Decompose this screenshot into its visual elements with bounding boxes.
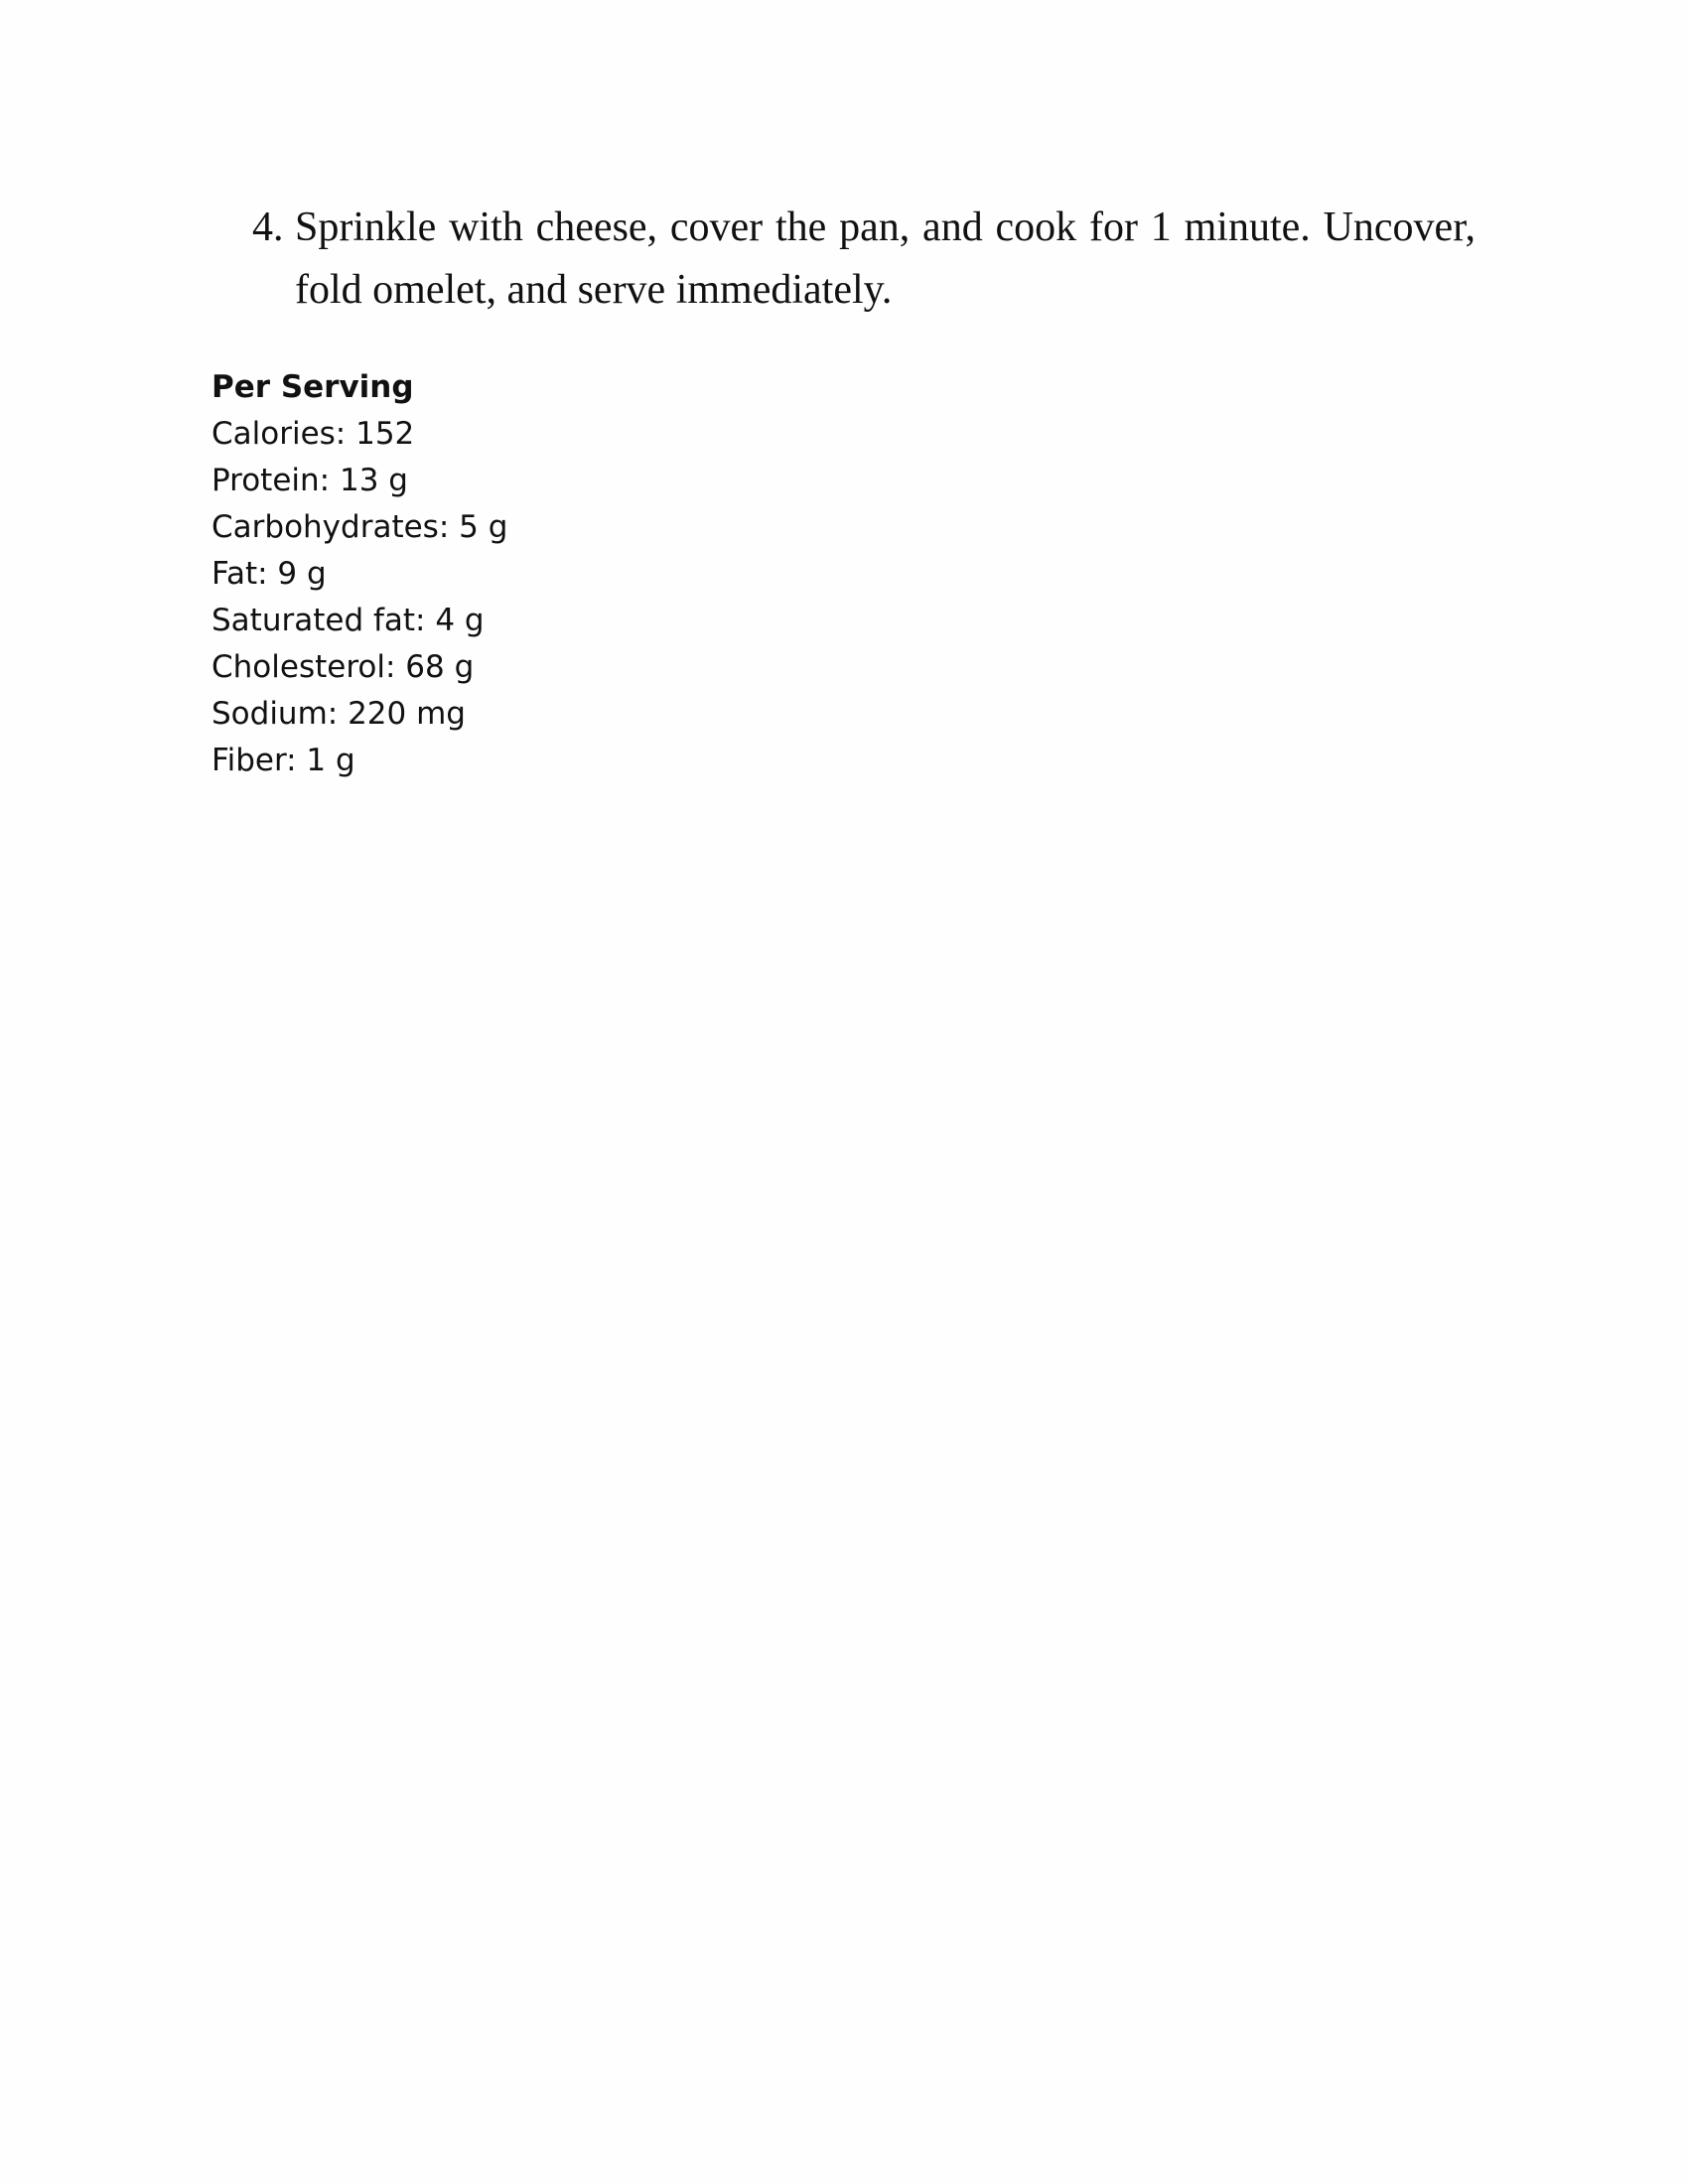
nutrition-item-sodium: Sodium: 220 mg — [211, 696, 466, 732]
nutrition-facts — [211, 364, 507, 784]
nutrition-item-carbohydrates: Carbohydrates: 5 g — [211, 509, 508, 545]
step-number: 4. — [252, 205, 284, 250]
nutrition-item-saturated-fat: Saturated fat: 4 g — [211, 603, 485, 638]
nutrition-item-protein: Protein: 13 g — [211, 463, 408, 498]
nutrition-item-calories: Calories: 152 — [211, 416, 415, 452]
nutrition-item-fiber: Fiber: 1 g — [211, 743, 355, 778]
nutrition-heading: Per Serving — [211, 369, 414, 405]
step-text: Sprinkle with cheese, cover the pan, and cook for 1 minute. Uncover, fold omelet, and serve immediately. — [295, 205, 1476, 313]
nutrition-item-fat: Fat: 9 g — [211, 556, 327, 592]
nutrition-list — [211, 411, 507, 784]
nutrition-item-cholesterol: Cholesterol: 68 g — [211, 649, 475, 685]
recipe-step-4 — [252, 197, 1476, 322]
